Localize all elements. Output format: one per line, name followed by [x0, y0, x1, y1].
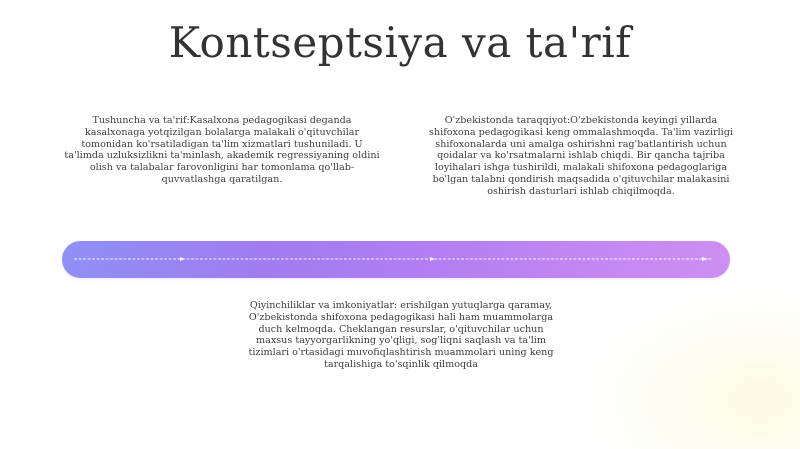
timeline-bar [62, 241, 730, 278]
slide-title: Kontseptsiya va ta'rif [168, 18, 632, 67]
uzbekistan-development-text: O'zbekistonda taraqqiyot:O'zbekistonda keyingi yillarda shifoxona pedagogikasi keng ommalashmoqda. Ta'lim vazirligi shifoxonalarda uni amalga oshirishni rag'batlantirish uchun qoidalar va ko'rsatmalarni ishlab chiqdi. Bir qancha tajriba loyihalari ishga tushirildi, malakali shifoxona pedagoglariga bo'lgan talabni qondirish maqsadida o'qituvchilar malakasini oshirish dasturlari ishlab chiqilmoqda. [429, 115, 733, 197]
timeline-arrow-line [62, 259, 730, 260]
concept-definition-text: Tushuncha va ta'rif:Kasalxona pedagogikasi deganda kasalxonaga yotqizilgan bolalarga malakali o'qituvchilar tomonidan ko'rsatiladigan ta'lim xizmatlari tushuniladi. U ta'limda uzluksizlikni ta'minlash, akademik regressiyaning oldini olish va talabalar farovonligini har tomonlama qo'llab-quvvatlashga qaratilgan. [64, 115, 380, 185]
challenges-opportunities-text: Qiyinchiliklar va imkoniyatlar: erishilgan yutuqlarga qaramay, O'zbekistonda shifoxona pedagogikasi hali ham muammolarga duch kelmoqda. Cheklangan resurslar, o'qituvchilar uchun maxsus tayyorgarlikning yo'qligi, sog'liqni saqlash va ta'lim tizimlari o'rtasidagi muvofiqlashtirish muammolari uning keng tarqalishiga to'sqinlik qilmoqda [248, 300, 554, 370]
